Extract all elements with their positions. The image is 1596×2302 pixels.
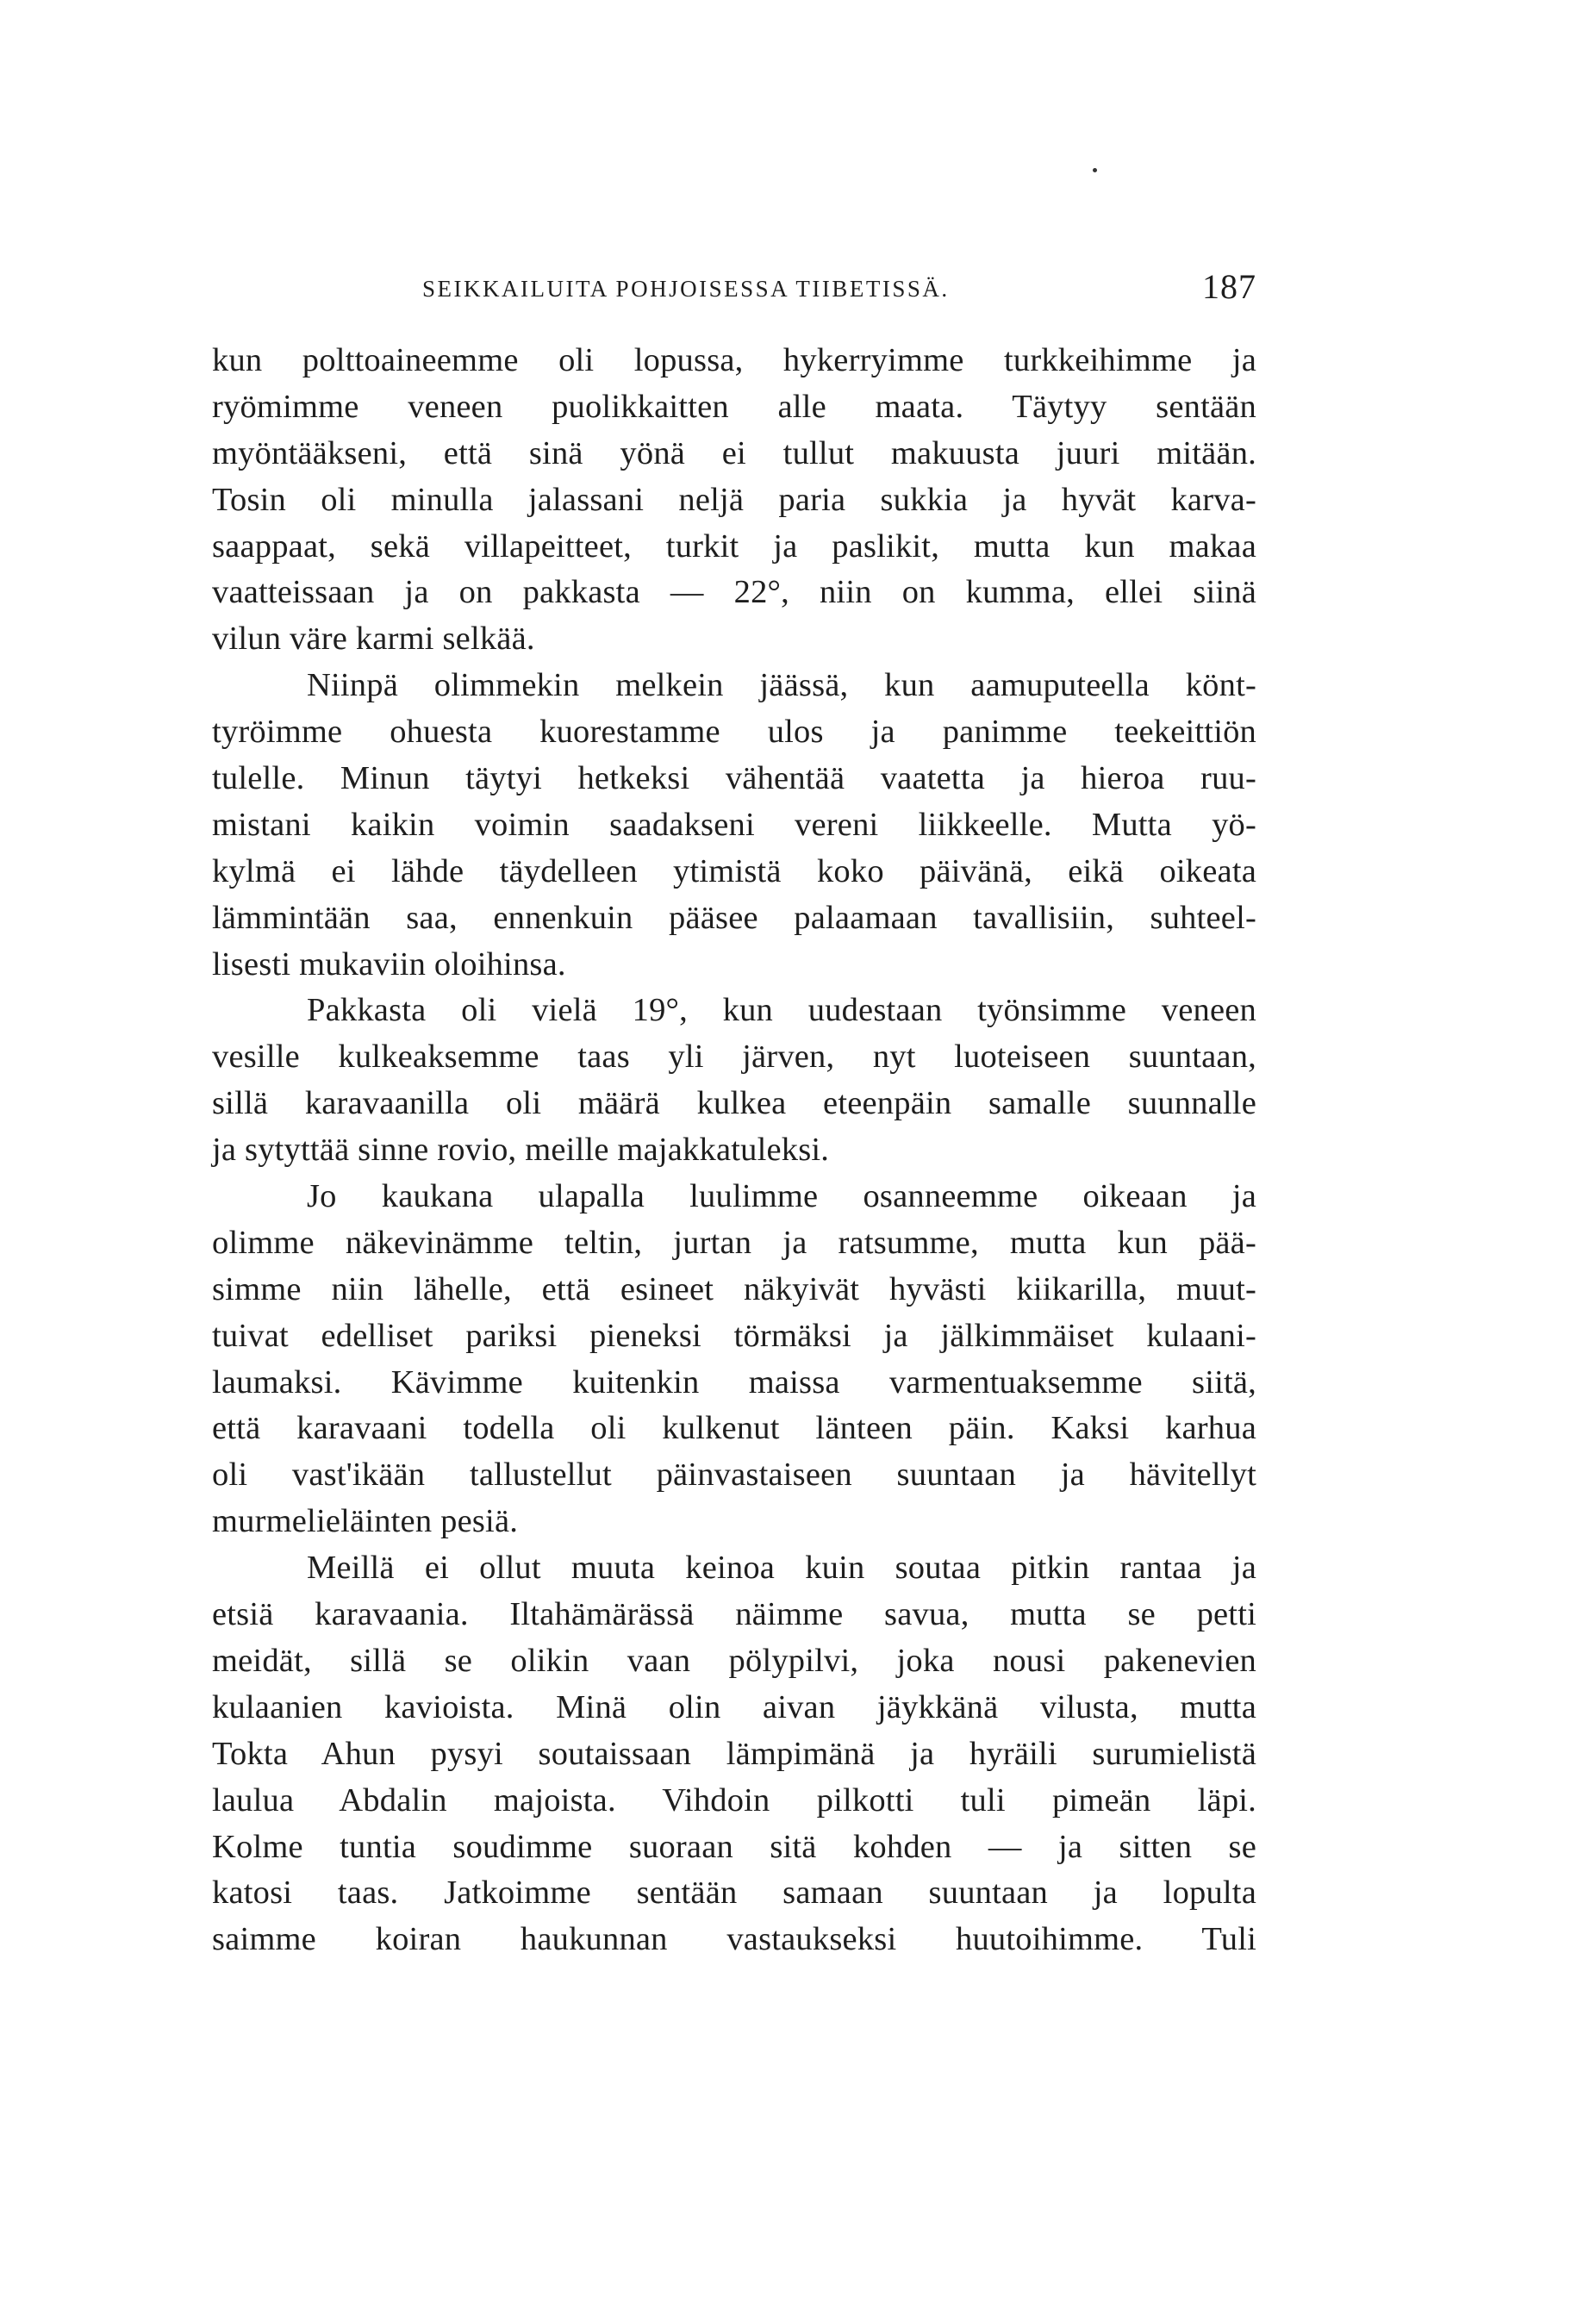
text-line: laulua Abdalin majoista. Vihdoin pilkotti tuli pimeän läpi. bbox=[212, 1781, 1256, 1819]
text-line: saimme koiran haukunnan vastaukseksi huutoihimme. Tuli bbox=[212, 1921, 1256, 1958]
text-line: että karavaani todella oli kulkenut länteen päin. Kaksi karhua bbox=[212, 1410, 1256, 1447]
text-line: Meillä ei ollut muuta keinoa kuin soutaa pitkin rantaa ja bbox=[307, 1550, 1256, 1587]
text-line: sillä karavaanilla oli määrä kulkea eteenpäin samalle suunnalle bbox=[212, 1085, 1256, 1122]
text-line: lisesti mukaviin oloihinsa. bbox=[212, 945, 566, 983]
text-line: Tokta Ahun pysyi soutaissaan lämpimänä ja hyräili surumielistä bbox=[212, 1735, 1256, 1772]
text-line: meidät, sillä se olikin vaan pölypilvi, joka nousi pakenevien bbox=[212, 1642, 1256, 1679]
text-line: simme niin lähelle, että esineet näkyivät hyvästi kiikarilla, muut- bbox=[212, 1270, 1256, 1307]
text-line: etsiä karavaania. Iltahämärässä näimme savua, mutta se petti bbox=[212, 1596, 1256, 1633]
text-line: murmelieläinten pesiä. bbox=[212, 1503, 519, 1540]
text-line: Jo kaukana ulapalla luulimme osanneemme oikeaan ja bbox=[307, 1178, 1256, 1215]
text-line: kylmä ei lähde täydelleen ytimistä koko päivänä, eikä oikeata bbox=[212, 852, 1256, 889]
text-line: laumaksi. Kävimme kuitenkin maissa varmentuaksemme siitä, bbox=[212, 1363, 1256, 1401]
text-line: Tosin oli minulla jalassani neljä paria sukkia ja hyvät karva- bbox=[212, 481, 1256, 518]
text-line: katosi taas. Jatkoimme sentään samaan suuntaan ja lopulta bbox=[212, 1875, 1256, 1912]
text-line: kun polttoaineemme oli lopussa, hykerryimme turkkeihimme ja bbox=[212, 342, 1256, 378]
text-line: vilun väre karmi selkää. bbox=[212, 621, 535, 658]
text-line: ja sytyttää sinne rovio, meille majakkatuleksi. bbox=[212, 1132, 830, 1169]
page-number: 187 bbox=[1202, 267, 1256, 306]
body-text bbox=[212, 338, 1256, 1963]
text-line: olimme näkevinämme teltin, jurtan ja ratsumme, mutta kun pää- bbox=[212, 1224, 1256, 1261]
text-line: saappaat, sekä villapeitteet, turkit ja paslikit, mutta kun makaa bbox=[212, 527, 1256, 565]
text-line: kulaanien kavioista. Minä olin aivan jäykkänä vilusta, mutta bbox=[212, 1688, 1256, 1725]
running-header bbox=[212, 269, 1256, 309]
text-line: lämmintään saa, ennenkuin pääsee palaamaan tavallisiin, suhteel- bbox=[212, 899, 1256, 936]
text-line: myöntääkseni, että sinä yönä ei tullut makuusta juuri mitään. bbox=[212, 434, 1256, 471]
text-line: tuivat edelliset pariksi pieneksi törmäksi ja jälkimmäiset kulaani- bbox=[212, 1317, 1256, 1354]
text-line: vesille kulkeaksemme taas yli järven, nyt luoteiseen suuntaan, bbox=[212, 1039, 1256, 1076]
text-line: Niinpä olimmekin melkein jäässä, kun aamuputeella könt- bbox=[307, 667, 1256, 704]
text-line: mistani kaikin voimin saadakseni vereni liikkeelle. Mutta yö- bbox=[212, 806, 1256, 843]
text-line: tyröimme ohuesta kuorestamme ulos ja panimme teekeittiön bbox=[212, 714, 1256, 751]
running-title: SEIKKAILUITA POHJOISESSA TIIBETISSÄ. bbox=[422, 276, 950, 302]
paper-speck bbox=[1093, 168, 1097, 172]
text-line: tulelle. Minun täytyi hetkeksi vähentää vaatetta ja hieroa ruu- bbox=[212, 760, 1256, 797]
text-line: Pakkasta oli vielä 19°, kun uudestaan työnsimme veneen bbox=[307, 992, 1256, 1029]
text-line: oli vast'ikään tallustellut päinvastaiseen suuntaan ja hävitellyt bbox=[212, 1457, 1256, 1494]
text-line: ryömimme veneen puolikkaitten alle maata. Täytyy sentään bbox=[212, 388, 1256, 425]
text-line: Kolme tuntia soudimme suoraan sitä kohden — ja sitten se bbox=[212, 1828, 1256, 1865]
text-line: vaatteissaan ja on pakkasta — 22°, niin on kumma, ellei siinä bbox=[212, 574, 1256, 611]
